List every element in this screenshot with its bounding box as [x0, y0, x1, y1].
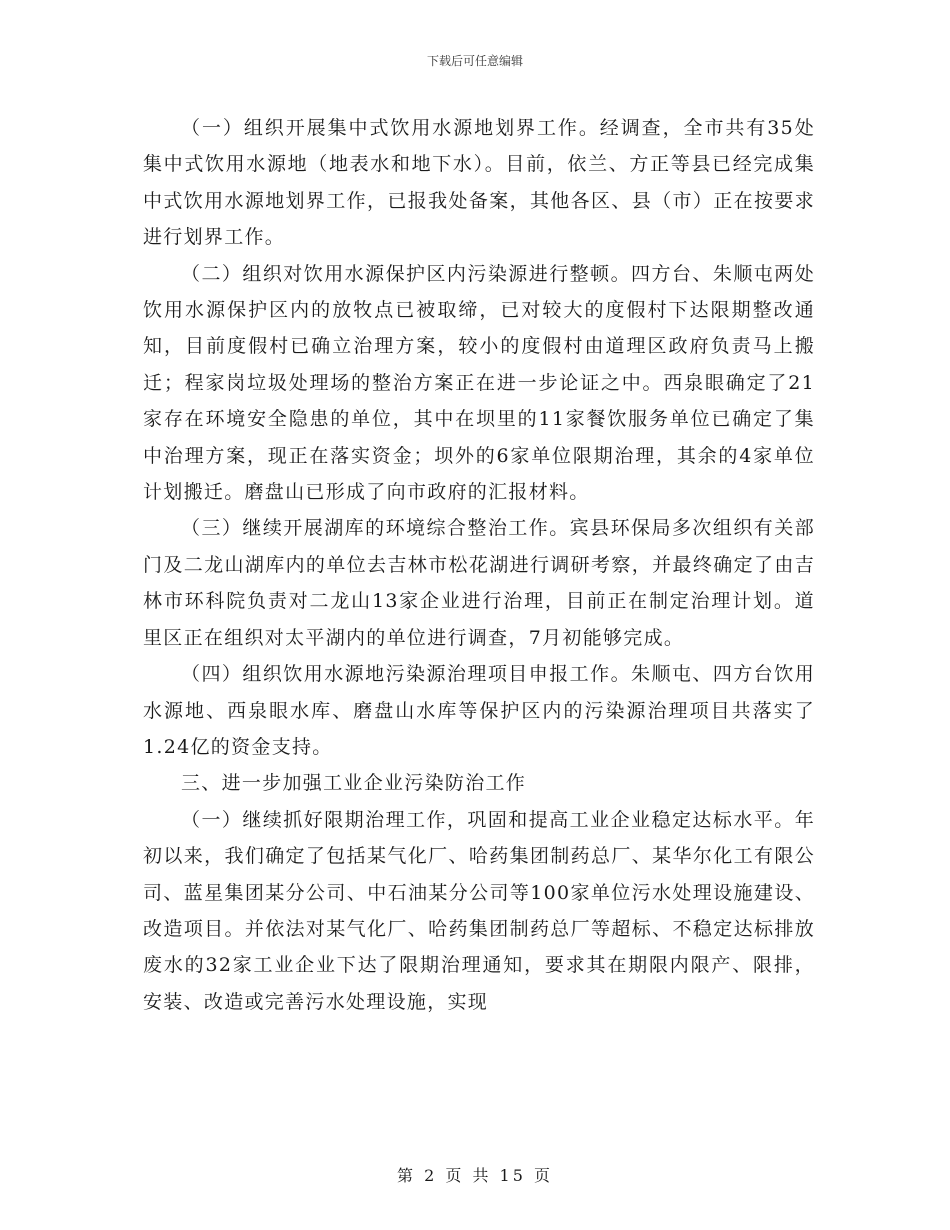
- paragraph-lake-reservoir-remediation: （三）继续开展湖库的环境综合整治工作。宾县环保局多次组织有关部门及二龙山湖库内的单位去吉林市松花湖进行调研考察，并最终确定了由吉林市环科院负责对二龙山13家企业进行治理，目前正在制定治理计划。道里区正在组织对太平湖内的单位进行调查，7月初能够完成。: [143, 517, 815, 649]
- section-heading-industrial-pollution: 三、进一步加强工业企业污染防治工作: [181, 772, 527, 795]
- paragraph-project-application: （四）组织饮用水源地污染源治理项目申报工作。朱顺屯、四方台饮用水源地、西泉眼水库、磨盘山水库等保护区内的污染源治理项目共落实了1.24亿的资金支持。: [143, 663, 815, 758]
- header-note: 下载后可任意编辑: [426, 54, 523, 68]
- paragraph-drinking-water-zoning: （一）组织开展集中式饮用水源地划界工作。经调查，全市共有35处集中式饮用水源地（地表水和地下水）。目前，依兰、方正等县已经完成集中式饮用水源地划界工作，已报我处备案，其他各区、县（市）正在按要求进行划界工作。: [143, 117, 815, 249]
- paragraph-deadline-governance: （一）继续抓好限期治理工作，巩固和提高工业企业稳定达标水平。年初以来，我们确定了包括某气化厂、哈药集团制药总厂、某华尔化工有限公司、蓝星集团某分公司、中石油某分公司等100家单位污水处理设施建设、改造项目。并依法对某气化厂、哈药集团制药总厂等超标、不稳定达标排放废水的32家工业企业下达了限期治理通知，要求其在期限内限产、限排，安装、改造或完善污水处理设施，实现: [143, 808, 815, 1013]
- page-number: 第 2 页 共 15 页: [397, 1166, 553, 1185]
- paragraph-pollution-source-rectification: （二）组织对饮用水源保护区内污染源进行整顿。四方台、朱顺屯两处饮用水源保护区内的放牧点已被取缔，已对较大的度假村下达限期整改通知，目前度假村已确立治理方案，较小的度假村由道理区政府负责马上搬迁；程家岗垃圾处理场的整治方案正在进一步论证之中。西泉眼确定了21家存在环境安全隐患的单位，其中在坝里的11家餐饮服务单位已确定了集中治理方案，现正在落实资金；坝外的6家单位限期治理，其余的4家单位计划搬迁。磨盘山已形成了向市政府的汇报材料。: [143, 262, 815, 504]
- document-body: [143, 110, 815, 1020]
